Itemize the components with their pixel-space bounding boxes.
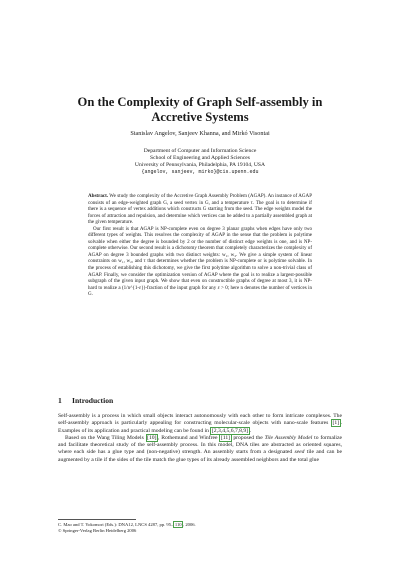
abstract-paragraph-2: Our first result is that AGAP is NP-complete even on degree 3 planar graphs when edges have only two different types of weights. This resolves the complexity of AGAP in the sense that the problem is polytime solvable when either the degree is bounded by 2 or the number of distinct edge weights is one, and is NP-complete otherwise. Our second result is a dichotomy theorem that completely characterizes the complexity of AGAP on degree 3 bounded graphs with two distinct weights: w₁, w₂. We give a simple system of linear constraints on w₁, w₂, and τ that determines whether the problem is NP-complete or is polytime solvable. In the process of establishing this dichotomy, we give the first polytime algorithm to solve a non-trivial class of AGAP. Finally, we consider the optimization version of AGAP where the goal is to realize a largest-possible subgraph of the given input graph. We show that even on constructible graphs of degree at most 3, it is NP-hard to realize a (1/n^{1-ε})-fraction of the input graph for any ε > 0; here n denotes the number of vertices in G. — [88, 225, 312, 298]
body-paragraph-2 — [58, 435, 342, 464]
footnote-rule — [58, 519, 136, 520]
section-heading — [58, 396, 342, 405]
affiliation-line-3: University of Pennsylvania, Philadelphia, PA 19104, USA — [134, 162, 266, 168]
citation-link[interactable]: [11] — [220, 434, 231, 441]
body-emphasis: Tile Assembly Model — [264, 434, 313, 441]
body-text — [58, 413, 342, 464]
section-title: Introduction — [72, 396, 114, 405]
title-line-2: Accretive Systems — [151, 110, 249, 124]
publication-footer — [58, 522, 342, 534]
section-number: 1 — [58, 396, 62, 405]
paper-title — [40, 95, 360, 125]
body-text-span: tile and can be augmented by a tile if the sides of the tile match the glue types of its already assembled neighbors and the total glue — [58, 449, 342, 463]
affiliation-email: {angelov, sanjeev, mirko}@cis.upenn.edu — [141, 169, 259, 175]
body-text-span: , Rothemund and Winfree — [158, 434, 220, 441]
affiliation — [40, 148, 360, 176]
body-text-span: . Examples of its application and practical modeling can be found in — [58, 420, 342, 434]
body-text-span: . — [249, 427, 252, 434]
affiliation-line-2: School of Engineering and Applied Sciences — [150, 155, 250, 161]
footer-line-2: © Springer-Verlag Berlin Heidelberg 2006 — [58, 528, 137, 533]
body-text-span: Self-assembly is a process in which small objects interact autonomously with each other to form intricate complexes. The self-assembly approach is particularly appealing for constructing molecular-scale objects with nano-scale features — [58, 413, 342, 427]
abstract-text-1: We study the complexity of the Accretive Graph Assembly Problem (AGAP). An instance of AGAP consists of an edge-weighted graph G, a seed vertex in G, and a temperature τ. The goal is to determine if there is a sequence of vertex additions which constructs G starting from the seed. The edge weights model the forces of attraction and repulsion, and determine which vertices can be added to a partially assembled graph at the given temperature. — [88, 193, 312, 226]
title-line-1: On the Complexity of Graph Self-assembly in — [77, 95, 323, 109]
body-text-span: to formalize and facilitate theoretical study of the self-assembly process. In this model, DNA tiles are abstracted as oriented squares, where each side has a glue type and (non-negative) strength. An assembly starts from a designated — [58, 434, 342, 456]
body-emphasis: seed — [294, 449, 305, 456]
footer-text: , 2006. — [183, 522, 196, 527]
body-text-span: proposed the — [231, 434, 265, 441]
authors: Stanislav Angelov, Sanjeev Khanna, and Mirkó Visontai — [130, 130, 270, 137]
citation-link[interactable]: [10] — [147, 434, 157, 441]
citation-link[interactable]: [2,3,4,5,6,7,8,9] — [211, 427, 249, 434]
abstract — [88, 193, 312, 298]
footer-text: C. Mao and T. Yokomori (Eds.): DNA12, LNCS 4287, pp. 95– — [58, 522, 174, 527]
body-text-span: Based on the Wang Tiling Models — [65, 434, 146, 441]
abstract-paragraph-1 — [88, 193, 312, 226]
body-paragraph-1 — [58, 413, 342, 435]
page-link[interactable]: 110 — [174, 522, 182, 527]
abstract-label: Abstract. — [88, 193, 109, 199]
affiliation-line-1: Department of Computer and Information Science — [143, 148, 257, 154]
citation-link[interactable]: [1] — [332, 420, 340, 427]
